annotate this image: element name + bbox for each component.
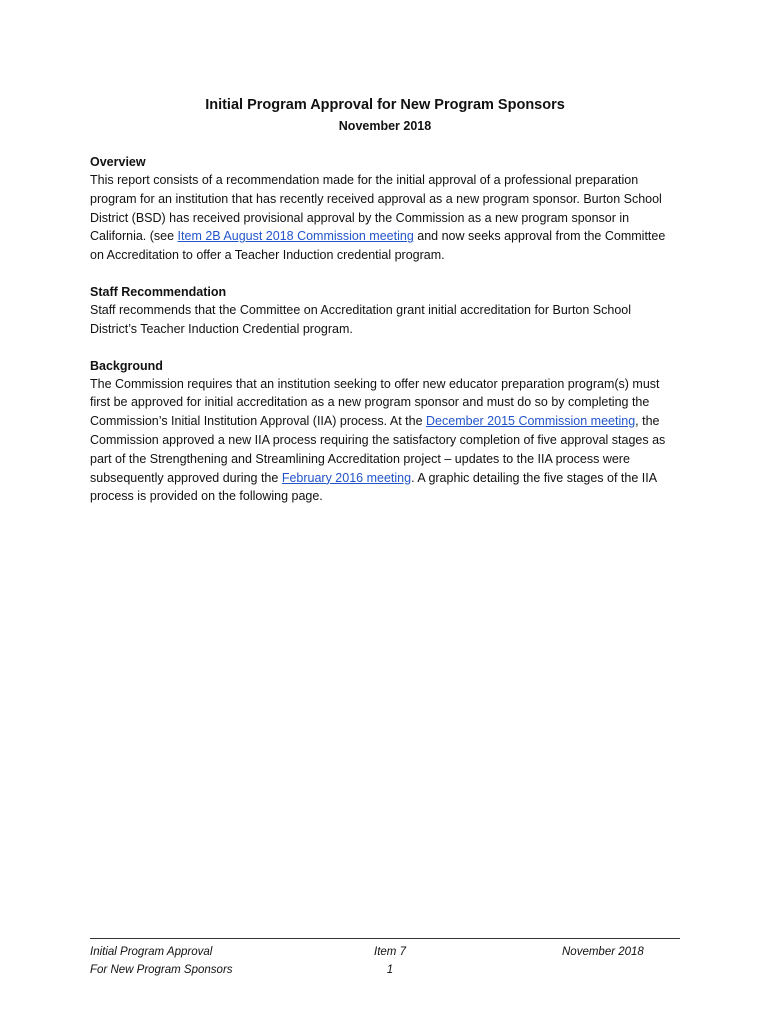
document-date: November 2018: [338, 119, 432, 133]
footer-left-line-1: Initial Program Approval: [90, 946, 213, 958]
background-text-2: , the Commission approved a new IIA process requiring the satisfactory completion of five approval stages as part of the Strengthening and Streamlining Accreditation project – updates to the IIA process were subsequently approved during the: [90, 414, 666, 485]
footer-date: November 2018: [562, 946, 644, 958]
overview-text-2: and now seeks approval from the Committee on Accreditation to offer a Teacher Induction credential program.: [90, 229, 666, 263]
staff-recommendation-heading: Staff Recommendation: [90, 284, 227, 299]
document-body: [90, 96, 680, 506]
february-2016-link[interactable]: February 2016 meeting: [281, 470, 412, 485]
page-footer: [90, 938, 680, 976]
overview-text-1: This report consists of a recommendation made for the initial approval of a professional preparation program for an institution that has recently received approval as a new program sponsor. Burton School District (BSD) has received provisional approval by the Commission as a new program sponsor in California. (see: [90, 173, 662, 244]
footer-right: [562, 943, 644, 961]
footer-center: [370, 943, 410, 979]
background-section: [90, 357, 680, 507]
background-paragraph: [90, 375, 680, 507]
overview-paragraph: [90, 171, 680, 265]
staff-recommendation-paragraph: Staff recommends that the Committee on Accreditation grant initial accreditation for Burton School District’s Teacher Induction Credential program.: [90, 302, 632, 336]
december-2015-link[interactable]: December 2015 Commission meeting: [426, 414, 636, 429]
document-title: Initial Program Approval for New Program Sponsors: [205, 97, 565, 113]
background-text-1: The Commission requires that an institution seeking to offer new educator preparation program(s) must first be approved for initial accreditation as a new program sponsor and must do so by completing the Commission’s Initial Institution Approval (IIA) process. At the: [90, 376, 660, 429]
overview-heading: Overview: [90, 155, 146, 169]
footer-left: [90, 943, 233, 979]
overview-section: [90, 153, 680, 265]
staff-recommendation-section: [90, 283, 680, 339]
footer-left-line-2: For New Program Sponsors: [90, 964, 233, 976]
background-heading: Background: [90, 358, 163, 373]
item-2b-link[interactable]: Item 2B August 2018 Commission meeting: [177, 229, 414, 244]
background-text-3: . A graphic detailing the five stages of the IIA process is provided on the following page.: [90, 470, 657, 504]
footer-item-number: Item 7: [374, 946, 406, 958]
footer-page-number: 1: [386, 964, 394, 976]
